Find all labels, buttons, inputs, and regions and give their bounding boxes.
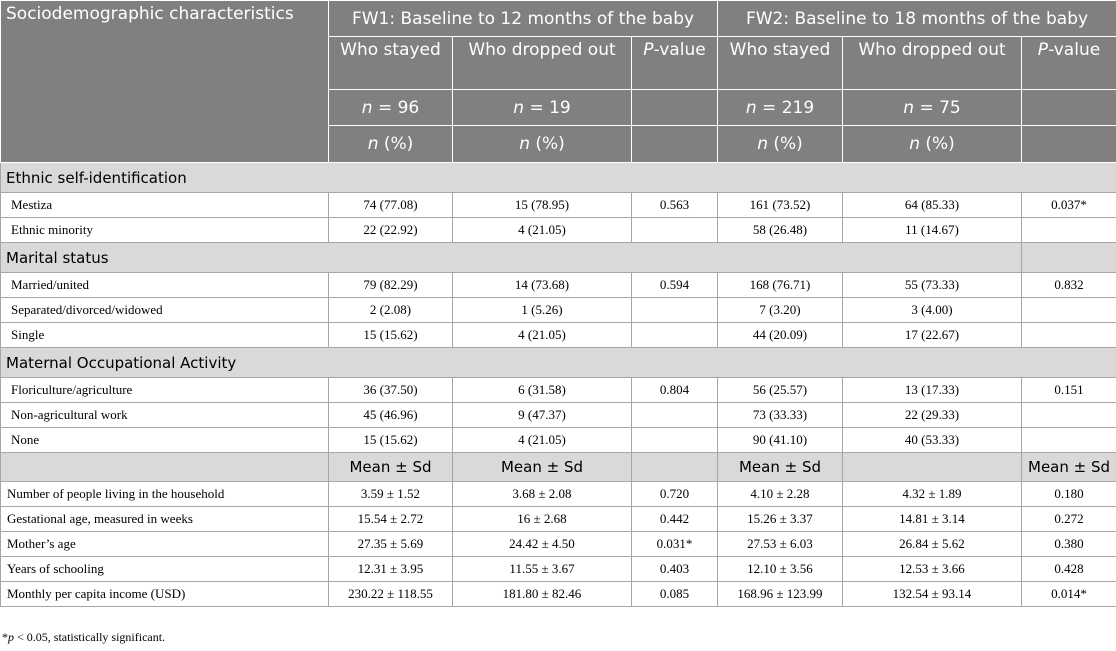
cell: 26.84 ± 5.62 — [843, 532, 1022, 557]
cell: 14.81 ± 3.14 — [843, 507, 1022, 532]
cell: 230.22 ± 118.55 — [329, 582, 453, 607]
fw1-stayed-n: n = 96 — [329, 90, 453, 126]
row-label: Single — [1, 323, 329, 348]
cell: 15 (15.62) — [329, 323, 453, 348]
cell: 0.720 — [632, 482, 718, 507]
cell — [1022, 428, 1116, 453]
cell: 4 (21.05) — [453, 218, 632, 243]
cell: 168 (76.71) — [718, 273, 843, 298]
cell: 0.085 — [632, 582, 718, 607]
cell: 0.014* — [1022, 582, 1116, 607]
row-label: Gestational age, measured in weeks — [1, 507, 329, 532]
fw1-stayed-pct: n (%) — [329, 126, 453, 163]
row-label: Mestiza — [1, 193, 329, 218]
mean-header-fw2-p: Mean ± Sd — [1022, 453, 1116, 482]
section-ethnic: Ethnic self-identification — [1, 163, 1116, 193]
fw2-pvalue-blank-2 — [1022, 126, 1116, 163]
row-label: Monthly per capita income (USD) — [1, 582, 329, 607]
characteristics-header: Sociodemographic characteristics — [1, 1, 329, 163]
cell: 6 (31.58) — [453, 378, 632, 403]
cell: 0.380 — [1022, 532, 1116, 557]
cell: 2 (2.08) — [329, 298, 453, 323]
fw2-stayed-n: n = 219 — [718, 90, 843, 126]
cell: 4.10 ± 2.28 — [718, 482, 843, 507]
mean-header-fw1-p — [632, 453, 718, 482]
cell: 12.53 ± 3.66 — [843, 557, 1022, 582]
fw2-group-header: FW2: Baseline to 18 months of the baby — [718, 1, 1116, 37]
cell: 15 (15.62) — [329, 428, 453, 453]
cell: 22 (22.92) — [329, 218, 453, 243]
fw1-pvalue-blank-2 — [632, 126, 718, 163]
cell: 73 (33.33) — [718, 403, 843, 428]
mean-header-fw2-stayed: Mean ± Sd — [718, 453, 843, 482]
fw2-dropped-n: n = 75 — [843, 90, 1022, 126]
cell — [1022, 298, 1116, 323]
fw1-stayed-header: Who stayed — [329, 37, 453, 90]
row-label: Floriculture/agriculture — [1, 378, 329, 403]
fw2-pvalue-blank — [1022, 90, 1116, 126]
cell: 7 (3.20) — [718, 298, 843, 323]
cell: 22 (29.33) — [843, 403, 1022, 428]
cell: 45 (46.96) — [329, 403, 453, 428]
row-label: Married/united — [1, 273, 329, 298]
cell: 1 (5.26) — [453, 298, 632, 323]
cell: 15.26 ± 3.37 — [718, 507, 843, 532]
cell: 11.55 ± 3.67 — [453, 557, 632, 582]
cell: 90 (41.10) — [718, 428, 843, 453]
cell: 0.031* — [632, 532, 718, 557]
cell: 4.32 ± 1.89 — [843, 482, 1022, 507]
cell: 4 (21.05) — [453, 428, 632, 453]
fw2-stayed-header: Who stayed — [718, 37, 843, 90]
cell: 64 (85.33) — [843, 193, 1022, 218]
section-marital-end — [1022, 243, 1116, 273]
cell: 0.151 — [1022, 378, 1116, 403]
cell: 168.96 ± 123.99 — [718, 582, 843, 607]
cell: 44 (20.09) — [718, 323, 843, 348]
fw2-dropped-pct: n (%) — [843, 126, 1022, 163]
cell — [1022, 323, 1116, 348]
cell: 12.31 ± 3.95 — [329, 557, 453, 582]
cell — [632, 403, 718, 428]
section-occupational: Maternal Occupational Activity — [1, 348, 1116, 378]
cell: 79 (82.29) — [329, 273, 453, 298]
cell: 0.037* — [1022, 193, 1116, 218]
cell: 0.180 — [1022, 482, 1116, 507]
cell — [632, 428, 718, 453]
fw1-group-header: FW1: Baseline to 12 months of the baby — [329, 1, 718, 37]
cell: 58 (26.48) — [718, 218, 843, 243]
cell: 16 ± 2.68 — [453, 507, 632, 532]
cell: 0.804 — [632, 378, 718, 403]
cell — [1022, 218, 1116, 243]
row-label: Separated/divorced/widowed — [1, 298, 329, 323]
fw1-pvalue-blank — [632, 90, 718, 126]
cell: 181.80 ± 82.46 — [453, 582, 632, 607]
cell: 0.594 — [632, 273, 718, 298]
table-footnote: *p < 0.05, statistically significant. — [2, 630, 166, 644]
mean-header-fw2-dropped — [843, 453, 1022, 482]
cell: 24.42 ± 4.50 — [453, 532, 632, 557]
fw1-dropped-n: n = 19 — [453, 90, 632, 126]
row-label: Years of schooling — [1, 557, 329, 582]
fw2-stayed-pct: n (%) — [718, 126, 843, 163]
cell: 55 (73.33) — [843, 273, 1022, 298]
cell: 13 (17.33) — [843, 378, 1022, 403]
cell: 0.272 — [1022, 507, 1116, 532]
cell — [1022, 403, 1116, 428]
cell: 3.59 ± 1.52 — [329, 482, 453, 507]
cell: 56 (25.57) — [718, 378, 843, 403]
cell: 132.54 ± 93.14 — [843, 582, 1022, 607]
cell: 36 (37.50) — [329, 378, 453, 403]
row-label: Ethnic minority — [1, 218, 329, 243]
row-label: Mother’s age — [1, 532, 329, 557]
cell: 4 (21.05) — [453, 323, 632, 348]
cell: 0.832 — [1022, 273, 1116, 298]
cell: 27.53 ± 6.03 — [718, 532, 843, 557]
row-label: Non-agricultural work — [1, 403, 329, 428]
cell: 74 (77.08) — [329, 193, 453, 218]
cell: 0.428 — [1022, 557, 1116, 582]
cell: 3 (4.00) — [843, 298, 1022, 323]
cell: 17 (22.67) — [843, 323, 1022, 348]
cell: 14 (73.68) — [453, 273, 632, 298]
cell: 11 (14.67) — [843, 218, 1022, 243]
cell: 0.442 — [632, 507, 718, 532]
fw1-dropped-header: Who dropped out — [453, 37, 632, 90]
cell — [632, 298, 718, 323]
cell: 40 (53.33) — [843, 428, 1022, 453]
mean-header-blank — [1, 453, 329, 482]
fw2-dropped-header: Who dropped out — [843, 37, 1022, 90]
cell: 27.35 ± 5.69 — [329, 532, 453, 557]
cell: 0.403 — [632, 557, 718, 582]
cell: 3.68 ± 2.08 — [453, 482, 632, 507]
cell: 15.54 ± 2.72 — [329, 507, 453, 532]
cell: 161 (73.52) — [718, 193, 843, 218]
row-label: None — [1, 428, 329, 453]
fw1-pvalue-header: P-value — [632, 37, 718, 90]
fw2-pvalue-header: P-value — [1022, 37, 1116, 90]
cell — [632, 218, 718, 243]
cell — [632, 323, 718, 348]
fw1-dropped-pct: n (%) — [453, 126, 632, 163]
cell: 0.563 — [632, 193, 718, 218]
cell: 12.10 ± 3.56 — [718, 557, 843, 582]
mean-header-fw1-dropped: Mean ± Sd — [453, 453, 632, 482]
mean-header-fw1-stayed: Mean ± Sd — [329, 453, 453, 482]
row-label: Number of people living in the household — [1, 482, 329, 507]
cell: 15 (78.95) — [453, 193, 632, 218]
cell: 9 (47.37) — [453, 403, 632, 428]
section-marital: Marital status — [1, 243, 1022, 273]
